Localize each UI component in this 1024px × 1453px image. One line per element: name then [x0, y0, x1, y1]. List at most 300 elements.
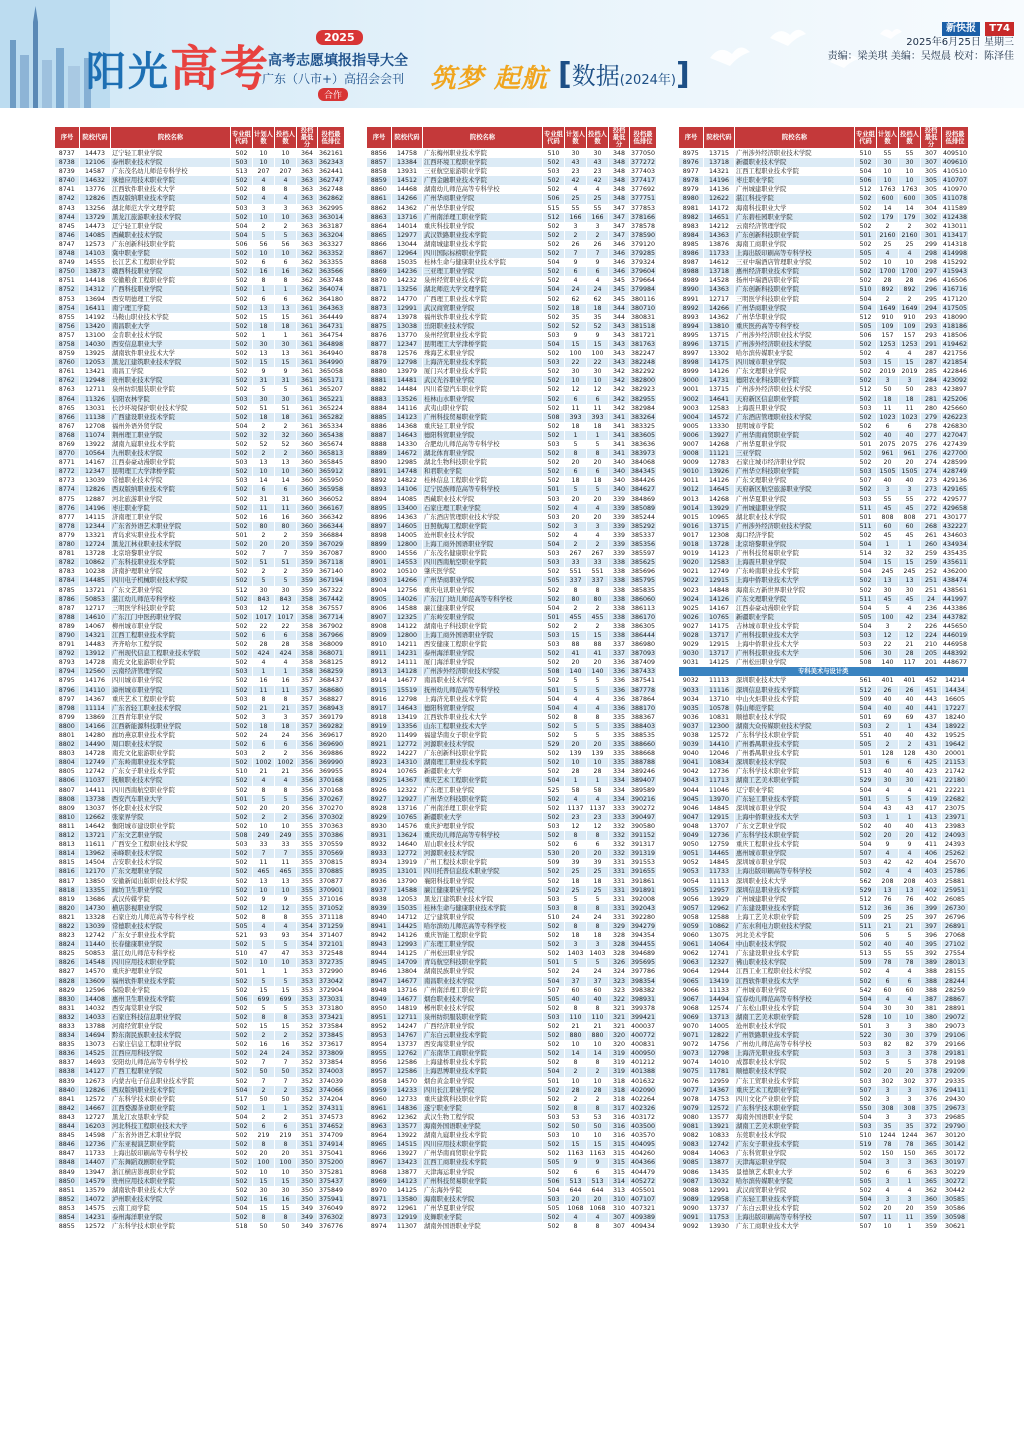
table-row [55, 667, 345, 676]
cell-admitted: 600 [899, 194, 921, 203]
cell-admitted: 21 [899, 922, 921, 931]
cell-group-code: 502 [543, 322, 565, 331]
cell-min-score: 356 [297, 740, 318, 749]
table-row [679, 404, 969, 413]
cell-group-code: 502 [543, 304, 565, 313]
cell-admitted: 4 [587, 795, 609, 804]
table-row [679, 722, 969, 731]
cell-admitted: 41 [587, 649, 609, 658]
cell-plan: 5 [565, 676, 587, 685]
table-row [55, 185, 345, 194]
cell-school-code: 14125 [704, 658, 735, 667]
table-row [367, 658, 657, 667]
cell-admitted: 139 [587, 749, 609, 758]
cell-school-code: 14363 [704, 285, 735, 294]
cell-min-rank: 373854 [319, 1059, 344, 1067]
cell-school-code: 12583 [704, 558, 735, 567]
cell-min-score: 437 [921, 713, 942, 722]
cell-school-name: 上海中侨职业技术大学 [735, 640, 855, 649]
table-row [367, 586, 657, 595]
cell-min-rank: 27068 [942, 931, 969, 940]
table-row [55, 1086, 345, 1095]
table-row [367, 458, 657, 467]
cell-group-code: 504 [855, 622, 877, 631]
table-row [679, 886, 969, 895]
admission-table [678, 126, 969, 1231]
cell-plan: 5 [253, 576, 275, 585]
cell-school-code: 12927 [392, 795, 423, 804]
table-row [55, 222, 345, 231]
cell-min-rank: 387541 [631, 677, 656, 685]
cell-min-rank: 414318 [943, 240, 968, 248]
cell-seq: 8747 [55, 240, 80, 249]
cell-admitted: 2019 [899, 367, 921, 376]
cell-admitted: 15 [275, 986, 297, 995]
cell-min-rank: 422846 [943, 368, 968, 376]
cell-plan: 30 [253, 395, 275, 404]
cell-min-rank: 14434 [942, 686, 969, 695]
cell-min-score: 359 [297, 567, 318, 576]
cell-seq: 8903 [367, 576, 392, 585]
cell-group-code: 502 [543, 804, 565, 813]
cell-seq: 9039 [679, 740, 704, 749]
cell-min-rank: 371052 [319, 904, 344, 912]
cell-min-rank: 25881 [942, 877, 969, 886]
cell-admitted: 55 [587, 204, 609, 213]
cell-school-code: 12733 [392, 1095, 423, 1104]
cell-min-rank: 368125 [319, 659, 344, 667]
cell-group-code: 502 [855, 213, 877, 222]
cell-group-code: 502 [231, 349, 253, 358]
cell-plan: 5 [253, 385, 275, 394]
table-row [679, 485, 969, 494]
cell-admitted: 30 [275, 586, 297, 595]
cell-school-code: 12344 [80, 522, 111, 531]
cell-min-score: 331 [609, 886, 630, 895]
cell-seq: 8902 [367, 567, 392, 576]
header-group-code: 专业组代码 [543, 127, 565, 149]
cell-school-code: 12749 [704, 567, 735, 576]
cell-admitted: 21 [275, 704, 297, 713]
cell-plan: 40 [565, 995, 587, 1004]
table-row [679, 1040, 969, 1049]
cell-seq: 8798 [55, 704, 80, 713]
cell-school-name: 广东轻工职业技术学院 [735, 1195, 855, 1204]
cell-min-rank: 29073 [942, 1022, 969, 1031]
cell-admitted: 3 [275, 204, 297, 213]
cell-admitted: 20 [899, 1067, 921, 1076]
cell-school-name: 贵州职业技术学院 [111, 376, 231, 385]
cell-seq: 8794 [55, 667, 80, 676]
cell-min-rank: 380831 [631, 313, 656, 321]
cell-min-score: 353 [297, 977, 318, 986]
table-row [679, 1222, 969, 1231]
cell-admitted: 4 [899, 786, 921, 795]
cell-seq: 8791 [55, 640, 80, 649]
cell-school-code: 14123 [392, 413, 423, 422]
cell-min-rank: 24093 [942, 831, 969, 840]
table-row [367, 413, 657, 422]
table-row [55, 249, 345, 258]
cell-min-rank: 28891 [942, 1004, 969, 1013]
cell-min-rank: 375941 [319, 1195, 344, 1203]
cell-admitted: 20 [275, 540, 297, 549]
cell-seq: 8875 [367, 322, 392, 331]
cell-seq: 9077 [679, 1086, 704, 1095]
cell-plan: 13 [253, 877, 275, 886]
cell-admitted: 13 [275, 304, 297, 313]
table-row [679, 967, 969, 976]
cell-plan: 10 [565, 1131, 587, 1140]
cell-plan: 88 [565, 640, 587, 649]
cell-group-code: 502 [543, 367, 565, 376]
cell-admitted: 22 [587, 358, 609, 367]
cell-plan: 31 [253, 376, 275, 385]
table-row [679, 822, 969, 831]
cell-school-name: 贵州应用技术职业学院 [111, 1177, 231, 1186]
table-row [367, 1049, 657, 1058]
cell-school-code: 13737 [704, 1204, 735, 1213]
header-school-code: 院校代码 [80, 127, 111, 149]
cell-admitted: 4 [587, 504, 609, 513]
cell-plan: 30 [877, 649, 899, 658]
cell-min-rank: 397786 [631, 968, 656, 976]
cell-school-name: 保险职业学院 [111, 986, 231, 995]
cell-school-code: 13979 [392, 367, 423, 376]
cell-school-code: 14033 [80, 1013, 111, 1022]
cell-plan: 8 [565, 586, 587, 595]
cell-school-name: 四川城市职业学院 [735, 358, 855, 367]
cell-plan: 21 [877, 922, 899, 931]
cell-school-code: 14731 [704, 376, 735, 385]
cell-school-name: 广州华商职业学院 [735, 304, 855, 313]
cell-min-rank: 391553 [631, 859, 656, 867]
cell-plan: 6 [565, 395, 587, 404]
cell-admitted: 18 [587, 931, 609, 940]
cell-min-rank: 363355 [319, 259, 344, 267]
cell-group-code: 502 [231, 176, 253, 185]
cell-school-code: 13419 [704, 977, 735, 986]
table-row [367, 931, 657, 940]
cell-seq: 8887 [367, 431, 392, 440]
cell-min-score: 376 [921, 1095, 942, 1104]
cell-school-code: 14367 [704, 1086, 735, 1095]
cell-seq: 8969 [367, 1177, 392, 1186]
cell-school-code: 14465 [704, 849, 735, 858]
cell-admitted: 10 [587, 1040, 609, 1049]
cell-min-rank: 383973 [631, 450, 656, 458]
cell-min-score: 361 [297, 349, 318, 358]
cell-school-code: 13037 [80, 804, 111, 813]
cell-school-code: 13718 [704, 158, 735, 167]
cell-seq: 9092 [679, 1222, 704, 1231]
cell-school-name: 广东文艺职业学院 [735, 822, 855, 831]
cell-school-name: 江西软件职业技术大学 [735, 977, 855, 986]
cell-min-score: 356 [297, 749, 318, 758]
cell-min-score: 343 [609, 340, 630, 349]
cell-admitted: 1 [899, 722, 921, 731]
cell-group-code: 502 [543, 795, 565, 804]
cell-school-name: 河源职业技术学院 [423, 849, 543, 858]
table-row [679, 913, 969, 922]
cell-min-score: 336 [609, 658, 630, 667]
cell-school-name: 海南东方新世界职业学院 [735, 586, 855, 595]
cell-min-rank: 364180 [319, 295, 344, 303]
cell-school-name: 四川希望汽车职业学院 [423, 385, 543, 394]
table-row [679, 1168, 969, 1177]
cell-school-code: 12711 [80, 385, 111, 394]
cell-min-score: 343 [609, 322, 630, 331]
cell-admitted: 3 [899, 1049, 921, 1058]
cell-min-score: 359 [297, 549, 318, 558]
cell-min-rank: 426830 [943, 422, 968, 430]
cell-school-name: 黑龙江建筑职业技术学院 [423, 895, 543, 904]
table-row [55, 840, 345, 849]
cell-min-rank: 436200 [943, 568, 968, 576]
cell-school-code: 12736 [704, 831, 735, 840]
table-row [679, 376, 969, 385]
cell-school-code: 13716 [392, 986, 423, 995]
table-row [367, 467, 657, 476]
cell-min-score: 341 [609, 422, 630, 431]
cell-min-rank: 25951 [942, 886, 969, 895]
cell-admitted: 10 [275, 958, 297, 967]
cell-group-code: 503 [543, 549, 565, 558]
cell-plan: 5 [565, 485, 587, 494]
cell-min-score: 279 [921, 413, 942, 422]
cell-admitted: 5 [587, 958, 609, 967]
cell-school-name: 南昌职业技术学院 [423, 977, 543, 986]
table-row [367, 840, 657, 849]
cell-min-score: 359 [297, 586, 318, 595]
cell-min-rank: 365282 [319, 413, 344, 421]
cell-admitted: 8 [587, 1058, 609, 1067]
cell-min-rank: 365912 [319, 468, 344, 476]
cell-admitted: 1 [587, 431, 609, 440]
cell-group-code: 529 [855, 886, 877, 895]
cell-plan: 50 [877, 385, 899, 394]
cell-group-code: 502 [543, 476, 565, 485]
cell-school-code: 14570 [392, 1077, 423, 1086]
cell-group-code: 502 [855, 1186, 877, 1195]
cell-school-name: 广东理工职业学院 [423, 786, 543, 795]
cell-min-score: 356 [297, 804, 318, 813]
cell-min-rank: 385089 [631, 504, 656, 512]
cell-plan: 40 [877, 822, 899, 831]
cell-plan: 56 [253, 240, 275, 249]
cell-plan: 15 [253, 986, 275, 995]
cell-seq: 8901 [367, 558, 392, 567]
cell-admitted: 4 [899, 249, 921, 258]
cell-min-score: 353 [297, 986, 318, 995]
cell-school-code: 11114 [80, 704, 111, 713]
cell-min-score: 335 [609, 740, 630, 749]
cell-min-score: 329 [609, 922, 630, 931]
cell-min-rank: 369617 [319, 732, 344, 739]
cell-seq: 9001 [679, 385, 704, 394]
cell-school-name: 广东岭安职业学院 [423, 613, 543, 622]
cell-school-code: 13804 [392, 967, 423, 976]
cell-seq: 8991 [679, 295, 704, 304]
cell-plan: 40 [877, 431, 899, 440]
cell-seq: 8814 [55, 849, 80, 858]
cell-group-code: 503 [855, 467, 877, 476]
cell-plan: 42 [565, 176, 587, 185]
cell-school-name: 景德镇艺术职业大学 [735, 1168, 855, 1177]
cell-seq: 8796 [55, 686, 80, 695]
cell-school-name: 湖南九嶷职业技术学院 [423, 1131, 543, 1140]
cell-school-code: 14515 [392, 1140, 423, 1149]
cell-plan: 30 [877, 776, 899, 785]
cell-seq: 9059 [679, 922, 704, 931]
table-row [367, 758, 657, 767]
cell-admitted: 1 [275, 285, 297, 294]
cell-school-name: 广州铁路职业技术学院 [735, 1031, 855, 1040]
cell-seq: 8763 [55, 385, 80, 394]
cell-min-score: 365 [921, 1149, 942, 1158]
cell-admitted: 5 [275, 977, 297, 986]
cell-plan: 36 [877, 904, 899, 913]
cell-school-name: 襄阳科技职业学院 [423, 877, 543, 886]
cell-group-code: 506 [855, 176, 877, 185]
cell-school-code: 10238 [80, 567, 111, 576]
cell-seq: 9064 [679, 967, 704, 976]
cell-school-name: 西藏职业技术学院 [423, 495, 543, 504]
table-row [367, 877, 657, 886]
cell-school-code: 50853 [80, 595, 111, 604]
cell-min-score: 355 [297, 877, 318, 886]
cell-min-rank: 370569 [319, 850, 344, 858]
cell-school-name: 广州涉外经济职业技术学院 [735, 340, 855, 349]
cell-plan: 40 [877, 731, 899, 740]
cell-school-name: 广东科学技术职业学院 [735, 1104, 855, 1113]
cell-group-code: 502 [231, 740, 253, 749]
cell-plan: 2 [253, 531, 275, 540]
cell-plan: 24 [565, 913, 587, 922]
cell-school-code: 14232 [392, 276, 423, 285]
cell-seq: 9087 [679, 1177, 704, 1186]
table-row [367, 1122, 657, 1131]
cell-plan: 8 [565, 449, 587, 458]
cell-school-name: 广东创新科技职业学院 [111, 240, 231, 249]
cell-seq: 8957 [367, 1067, 392, 1076]
cell-school-code: 14693 [80, 1058, 111, 1067]
cell-group-code: 502 [231, 249, 253, 258]
cell-group-code: 502 [543, 276, 565, 285]
editor-credits: 责编：梁美琪 美编：吴煜晨 校对：陈泽佳 [827, 51, 1014, 62]
cell-school-name: 上海济光职业技术学院 [423, 695, 543, 704]
cell-school-name: 湖南工艺美术职业学院 [735, 1122, 855, 1131]
cell-min-rank: 403570 [631, 1132, 656, 1140]
cell-group-code: 502 [543, 349, 565, 358]
cell-min-rank: 366052 [319, 495, 344, 503]
cell-school-code: 14064 [704, 940, 735, 949]
cell-admitted: 2 [275, 1086, 297, 1095]
cell-min-score: 355 [297, 886, 318, 895]
cell-plan: 843 [253, 595, 275, 604]
cell-seq: 8751 [55, 276, 80, 285]
cell-admitted: 245 [899, 567, 921, 576]
header-min-score: 投档最低分 [609, 127, 630, 149]
cell-admitted: 12 [899, 631, 921, 640]
table-column-3 [678, 126, 968, 1231]
cell-min-rank: 375849 [319, 1186, 344, 1194]
cell-admitted: 18 [275, 322, 297, 331]
cell-seq: 8743 [55, 204, 80, 213]
cell-min-score: 360 [297, 440, 318, 449]
cell-min-score: 351 [297, 1149, 318, 1158]
cell-plan: 4 [253, 658, 275, 667]
table-row [679, 1158, 969, 1167]
cell-school-name: 肇庆医学院 [423, 567, 543, 576]
cell-school-code: 14845 [704, 858, 735, 867]
cell-school-code: 13420 [80, 322, 111, 331]
cell-school-name: 安徽新闻出版职业技术学院 [111, 877, 231, 886]
header-school-name: 院校名称 [423, 127, 543, 149]
table-row [367, 967, 657, 976]
cell-min-score: 328 [609, 949, 630, 958]
table-row [55, 595, 345, 604]
cell-seq: 8891 [367, 467, 392, 476]
cell-school-code: 13737 [392, 1040, 423, 1049]
cell-school-name: 西安明德理工学院 [111, 295, 231, 304]
cell-min-score: 346 [609, 240, 630, 249]
cell-school-name: 西双版纳职业技术学院 [111, 1086, 231, 1095]
cell-admitted: 18 [587, 422, 609, 431]
table-row [679, 1067, 969, 1076]
table-row [679, 922, 969, 931]
cell-min-score: 358 [297, 649, 318, 658]
cell-plan: 100 [877, 613, 899, 622]
cell-school-name: 西安信息职业大学 [111, 340, 231, 349]
cell-school-name: 广东省轻工职业技术学院 [111, 704, 231, 713]
cell-plan: 11 [253, 504, 275, 513]
cell-group-code: 502 [231, 1195, 253, 1204]
cell-school-name: 广州华南商贸职业学院 [423, 1149, 543, 1158]
cell-group-code: 503 [855, 404, 877, 413]
cell-school-name: 泉州纺织服装职业学院 [423, 1013, 543, 1022]
cell-school-code: 14848 [704, 586, 735, 595]
cell-admitted: 23 [587, 167, 609, 176]
cell-min-score: 387 [921, 995, 942, 1004]
cell-min-score: 360 [297, 449, 318, 458]
cell-plan: 6 [565, 267, 587, 276]
cell-group-code: 503 [855, 631, 877, 640]
cell-min-rank: 401388 [631, 1068, 656, 1076]
table-row [367, 1031, 657, 1040]
cell-min-rank: 365224 [319, 404, 344, 412]
cell-plan: 47 [253, 949, 275, 958]
cell-group-code: 506 [543, 194, 565, 203]
table-row [55, 767, 345, 776]
cell-plan: 20 [877, 458, 899, 467]
cell-school-code: 14694 [80, 1031, 111, 1040]
cell-admitted: 3 [899, 1022, 921, 1031]
cell-seq: 9026 [679, 613, 704, 622]
cell-admitted: 8 [275, 913, 297, 922]
cell-min-score: 315 [609, 1140, 630, 1149]
table-row [679, 1177, 969, 1186]
cell-plan: 3 [253, 204, 275, 213]
cell-school-code: 13715 [704, 385, 735, 394]
cell-school-name: 长江艺术工程职业学院 [111, 258, 231, 267]
cell-admitted: 2 [275, 449, 297, 458]
cell-school-name: 珠海艺术职业学院 [423, 349, 543, 358]
cell-school-code: 13721 [80, 586, 111, 595]
cell-school-name: 广州华立科技职业学院 [423, 795, 543, 804]
cell-school-name: 重庆科技职业学院 [423, 222, 543, 231]
cell-seq: 8754 [55, 304, 80, 313]
